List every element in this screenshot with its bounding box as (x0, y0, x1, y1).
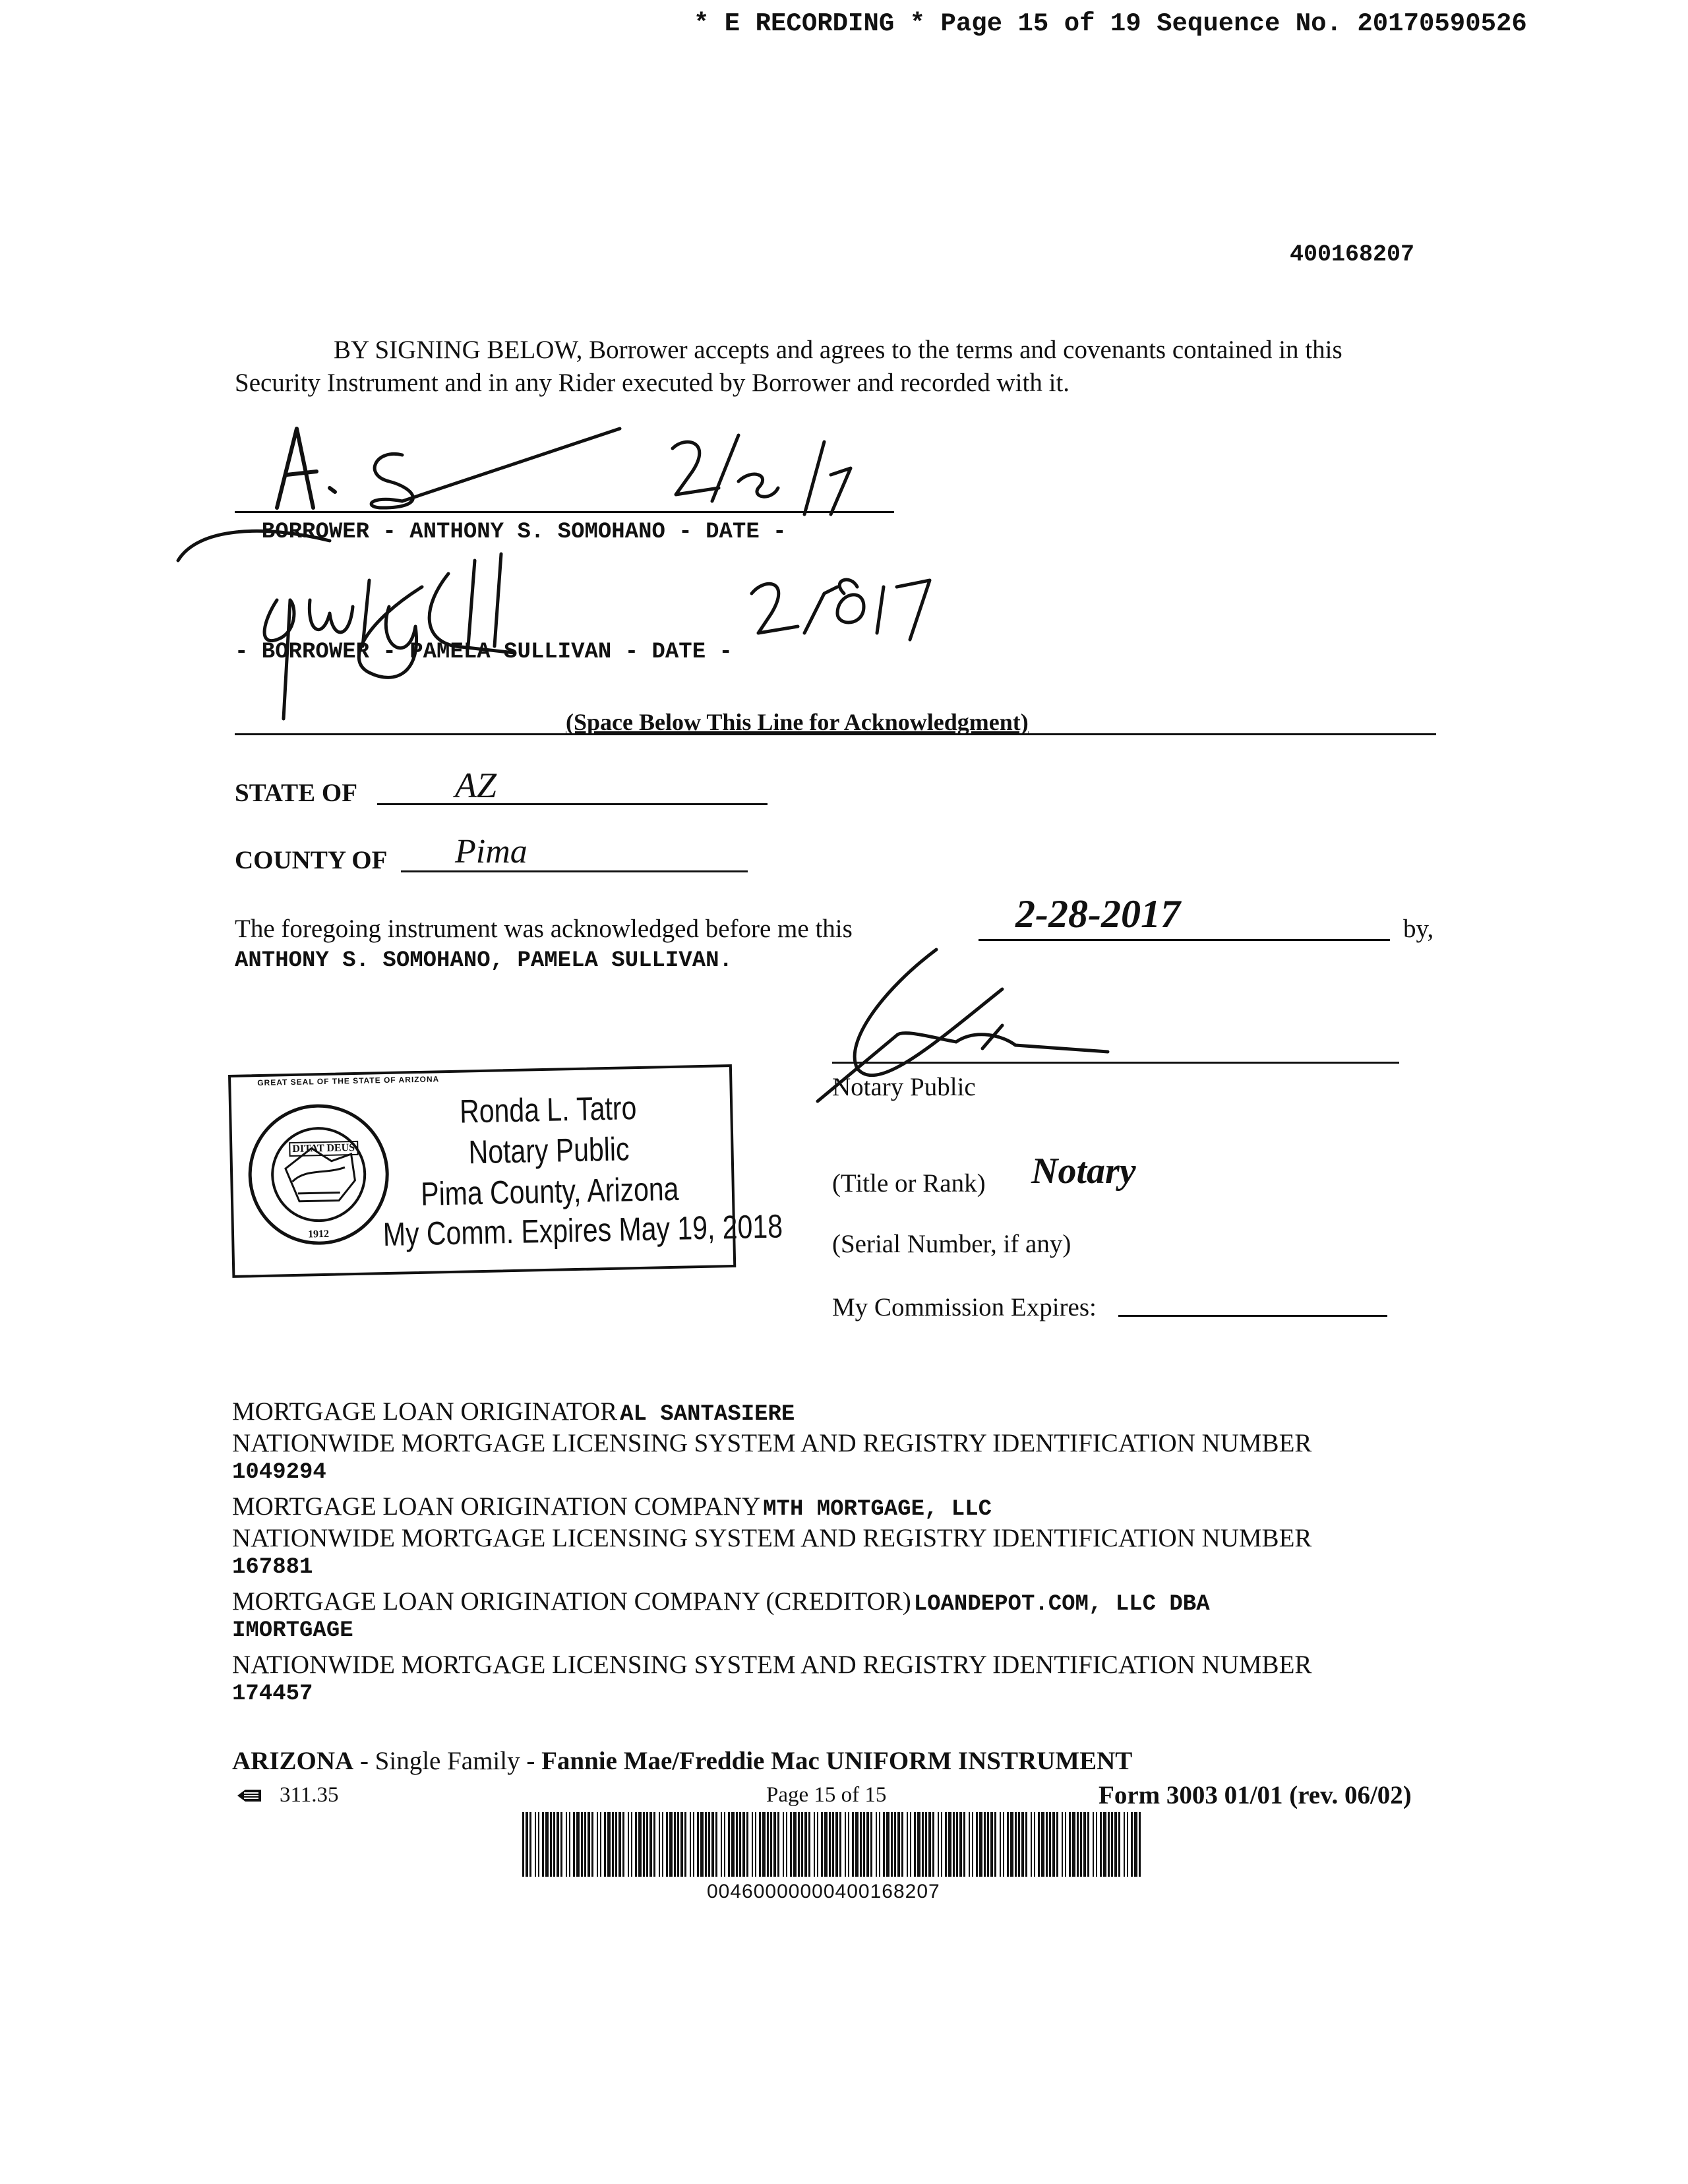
barcode-bar (932, 1812, 934, 1877)
barcode-bar (1010, 1812, 1013, 1877)
commission-expires-line (1118, 1315, 1387, 1317)
barcode-bar (767, 1812, 769, 1877)
barcode-bar (824, 1812, 828, 1877)
barcode-bar (1034, 1812, 1035, 1877)
barcode-bar (742, 1812, 745, 1877)
county-label: COUNTY OF (235, 846, 388, 874)
barcode-bar (879, 1812, 880, 1877)
barcode-bar (839, 1812, 841, 1877)
barcode-bar (901, 1812, 903, 1877)
barcode-bar (1069, 1812, 1071, 1877)
footer-form: Form 3003 01/01 (rev. 06/02) (1099, 1781, 1412, 1809)
barcode-bar (576, 1812, 580, 1877)
barcode-bar (646, 1812, 648, 1877)
barcode-bar (736, 1812, 738, 1877)
barcode-bar (1031, 1812, 1032, 1877)
footer-code: 311.35 (280, 1783, 339, 1807)
county-value: Pima (455, 833, 528, 870)
barcode-bar (1093, 1812, 1094, 1877)
barcode-bar (607, 1812, 611, 1877)
borrower2-label: - BORROWER - PAMELA SULLIVAN - DATE - (235, 640, 733, 665)
form-logo-icon (236, 1787, 262, 1804)
seal-motto: DITAT DEUS (289, 1141, 358, 1157)
barcode-bar (801, 1812, 803, 1877)
barcode-bar (584, 1812, 586, 1877)
originator-block (232, 1397, 1439, 1713)
barcode-bar (863, 1812, 865, 1877)
barcode-bar (870, 1812, 872, 1877)
barcode-bar (759, 1812, 761, 1877)
barcode-bar (597, 1812, 598, 1877)
by-text: by, (1403, 915, 1434, 943)
barcode-bar (662, 1812, 663, 1877)
foregoing-text: The foregoing instrument was acknowledged before me this (235, 915, 853, 943)
space-below-line: (Space Below This Line for Acknowledgment) (566, 709, 1029, 735)
intro-line-1: BY SIGNING BELOW, Borrower accepts and agrees to the terms and covenants contained in this (334, 336, 1342, 364)
barcode-bar (690, 1812, 691, 1877)
mlo-row (232, 1397, 1439, 1428)
mlo-name: AL SANTASIERE (620, 1402, 795, 1427)
barcode-bar (1124, 1812, 1125, 1877)
mlo-label: MORTGAGE LOAN ORIGINATOR (232, 1397, 618, 1426)
barcode-bar (535, 1812, 536, 1877)
barcode-bar (848, 1812, 849, 1877)
seal-year: 1912 (307, 1228, 330, 1240)
barcode-bar (897, 1812, 900, 1877)
barcode-bar (1080, 1812, 1082, 1877)
barcode-bar (1003, 1812, 1004, 1877)
barcode-bar (886, 1812, 889, 1877)
barcode-bar (1038, 1812, 1040, 1877)
footer-state: ARIZONA (232, 1747, 354, 1775)
barcode-bar (1007, 1812, 1009, 1877)
barcode-bar (1062, 1812, 1063, 1877)
barcode-bar (560, 1812, 562, 1877)
barcode-bar (550, 1812, 552, 1877)
barcode-bar (746, 1812, 748, 1877)
barcode-bar (600, 1812, 601, 1877)
stamp-name: Ronda L. Tatro (459, 1089, 637, 1130)
nmls-label-2: NATIONWIDE MORTGAGE LICENSING SYSTEM AND REGISTRY IDENTIFICATION NUMBER (232, 1524, 1312, 1552)
barcode-bar (829, 1812, 831, 1877)
barcode-bar (1046, 1812, 1048, 1877)
barcode-bar (1108, 1812, 1110, 1877)
barcode-bar (700, 1812, 704, 1877)
stamp-title: Notary Public (468, 1130, 630, 1171)
barcode-bar (979, 1812, 982, 1877)
barcode-bar (684, 1812, 686, 1877)
footer-uniform-instrument: Fannie Mae/Freddie Mac UNIFORM INSTRUMENT (541, 1747, 1133, 1775)
barcode-bar (708, 1812, 710, 1877)
notary-stamp (228, 1064, 783, 1278)
barcode-bar (835, 1812, 838, 1877)
barcode-bar (907, 1812, 908, 1877)
barcode-bar (910, 1812, 911, 1877)
stamp-county: Pima County, Arizona (420, 1170, 679, 1213)
barcode-bar (990, 1812, 993, 1877)
barcode-bar (945, 1812, 947, 1877)
barcode-bar (1127, 1812, 1128, 1877)
county-line (401, 870, 748, 872)
barcode-bar (917, 1812, 920, 1877)
barcode-bar (770, 1812, 772, 1877)
barcode-bar (604, 1812, 606, 1877)
barcode-bar (588, 1812, 590, 1877)
barcode-bar (972, 1812, 973, 1877)
barcode-bar (994, 1812, 996, 1877)
barcode-bar (925, 1812, 927, 1877)
barcode-bar (628, 1812, 629, 1877)
barcode-bar (674, 1812, 676, 1877)
barcode-bar (1056, 1812, 1058, 1877)
barcode-bar (1025, 1812, 1027, 1877)
barcode-bar (666, 1812, 668, 1877)
barcode-bar (1131, 1812, 1133, 1877)
barcode-bar (1065, 1812, 1066, 1877)
barcode-bar (1118, 1812, 1120, 1877)
barcode-bar (894, 1812, 896, 1877)
barcode-bar (553, 1812, 555, 1877)
barcode-bar (755, 1812, 756, 1877)
barcode-bar (948, 1812, 951, 1877)
barcode-bar (852, 1812, 854, 1877)
barcode-bar (1041, 1812, 1044, 1877)
barcode-bar (622, 1812, 624, 1877)
intro-line-2: Security Instrument and in any Rider executed by Borrower and recorded with it. (235, 369, 1070, 397)
barcode-bar (821, 1812, 823, 1877)
barcode-bar (618, 1812, 621, 1877)
company-label: MORTGAGE LOAN ORIGINATION COMPANY (232, 1492, 761, 1521)
stamp-expires: My Comm. Expires May 19, 2018 (382, 1207, 783, 1254)
barcode-bar (808, 1812, 810, 1877)
barcode-bar (1114, 1812, 1117, 1877)
barcode-bar (969, 1812, 970, 1877)
barcode-bar (938, 1812, 939, 1877)
serial-number-label: (Serial Number, if any) (832, 1230, 1071, 1258)
barcode-bar (542, 1812, 544, 1877)
barcode-bar (1096, 1812, 1097, 1877)
seal-text: GREAT SEAL OF THE STATE OF ARIZONA (257, 1074, 440, 1088)
barcode-bar (545, 1812, 549, 1877)
barcode-bar (783, 1812, 784, 1877)
barcode-bar (1015, 1812, 1017, 1877)
barcode-bar (573, 1812, 575, 1877)
barcode-bar (526, 1812, 528, 1877)
barcode-bar (804, 1812, 807, 1877)
barcode-bar (1087, 1812, 1089, 1877)
barcode-bar (953, 1812, 955, 1877)
barcode-bar (786, 1812, 787, 1877)
barcode-bar (817, 1812, 818, 1877)
barcode-bar (1052, 1812, 1055, 1877)
barcode-bar (697, 1812, 699, 1877)
nmls-number-1: 1049294 (232, 1460, 326, 1485)
barcode-bar (680, 1812, 683, 1877)
commission-expires-label: My Commission Expires: (832, 1293, 1097, 1321)
barcode-bar (649, 1812, 652, 1877)
loan-number: 400168207 (1290, 241, 1415, 268)
barcode-bar (963, 1812, 965, 1877)
arizona-seal-icon (245, 1101, 393, 1249)
company-name: MTH MORTGAGE, LLC (763, 1497, 992, 1522)
nmls-number-3: 174457 (232, 1682, 313, 1707)
title-or-rank-label: (Title or Rank) (832, 1169, 986, 1198)
notary-public-label: Notary Public (832, 1073, 976, 1101)
barcode-bar (891, 1812, 893, 1877)
barcode-bar (731, 1812, 735, 1877)
footer-instrument (232, 1746, 1132, 1776)
notary-signature-line (832, 1062, 1399, 1064)
barcode-bar (876, 1812, 877, 1877)
barcode-bar (1100, 1812, 1102, 1877)
company-row (232, 1492, 1439, 1523)
barcode-bar (984, 1812, 986, 1877)
barcode-bar (659, 1812, 660, 1877)
barcode-bar (922, 1812, 924, 1877)
barcode-bar (711, 1812, 714, 1877)
borrower1-signature (251, 409, 910, 528)
barcode-bar (612, 1812, 614, 1877)
barcode-bar (777, 1812, 779, 1877)
state-line (377, 803, 768, 805)
barcode-bar (724, 1812, 725, 1877)
barcode-bar (1083, 1812, 1086, 1877)
acknowledged-names: ANTHONY S. SOMOHANO, PAMELA SULLIVAN. (235, 948, 733, 973)
nmls-label-3: NATIONWIDE MORTGAGE LICENSING SYSTEM AND REGISTRY IDENTIFICATION NUMBER (232, 1651, 1312, 1679)
barcode-bar (798, 1812, 800, 1877)
barcode-bar (793, 1812, 797, 1877)
borrower1-date (699, 462, 704, 464)
barcode-bar (752, 1812, 753, 1877)
borrower1-label: - BORROWER - ANTHONY S. SOMOHANO - DATE - (235, 520, 787, 545)
barcode-bar (693, 1812, 694, 1877)
barcode-bar (638, 1812, 642, 1877)
barcode-bar (677, 1812, 679, 1877)
barcode-bar (976, 1812, 978, 1877)
footer-page: Page 15 of 15 (766, 1783, 887, 1807)
barcode-bar (941, 1812, 942, 1877)
barcode-bar (790, 1812, 792, 1877)
barcode-bar (814, 1812, 815, 1877)
barcode-bar (715, 1812, 717, 1877)
barcode-bar (860, 1812, 862, 1877)
barcode-bar (581, 1812, 583, 1877)
barcode-bar (928, 1812, 931, 1877)
barcode-bar (1077, 1812, 1079, 1877)
barcode-bar (591, 1812, 593, 1877)
barcode-bar (566, 1812, 567, 1877)
barcode-bar (721, 1812, 722, 1877)
barcode-bar (739, 1812, 741, 1877)
barcode-bar (1072, 1812, 1075, 1877)
barcode-bar (1103, 1812, 1106, 1877)
barcode-bar (845, 1812, 846, 1877)
barcode-bar (914, 1812, 916, 1877)
barcode-bar (1134, 1812, 1137, 1877)
barcode-bar (956, 1812, 958, 1877)
barcode-bar (959, 1812, 962, 1877)
borrower2-signature (171, 514, 963, 732)
title-value: Notary (1031, 1151, 1136, 1192)
barcode-bar (987, 1812, 989, 1877)
barcode-bar (1049, 1812, 1051, 1877)
barcode-bar (866, 1812, 869, 1877)
barcode-bar (631, 1812, 632, 1877)
foregoing-date: 2-28-2017 (1015, 892, 1180, 936)
barcode-bar (529, 1812, 531, 1877)
barcode-bar (1139, 1812, 1141, 1877)
barcode-bar (705, 1812, 707, 1877)
barcode-bar (1000, 1812, 1001, 1877)
barcode-bar (1111, 1812, 1113, 1877)
barcode (522, 1812, 1146, 1877)
barcode-bar (522, 1812, 524, 1877)
nmls-label-1: NATIONWIDE MORTGAGE LICENSING SYSTEM AND REGISTRY IDENTIFICATION NUMBER (232, 1429, 1312, 1457)
recording-header: * E RECORDING * Page 15 of 19 Sequence No. 20170590526 (694, 9, 1527, 38)
footer-single-family: - Single Family - (353, 1747, 542, 1775)
state-value: AZ (455, 766, 497, 805)
barcode-bar (643, 1812, 645, 1877)
barcode-bar (615, 1812, 617, 1877)
barcode-bar (557, 1812, 559, 1877)
barcode-bar (1021, 1812, 1024, 1877)
barcode-bar (762, 1812, 766, 1877)
barcode-number: 00460000000400168207 (707, 1881, 940, 1902)
barcode-bar (669, 1812, 673, 1877)
barcode-bar (538, 1812, 539, 1877)
barcode-bar (883, 1812, 885, 1877)
creditor-name-continued: IMORTGAGE (232, 1618, 353, 1643)
nmls-number-2: 167881 (232, 1555, 313, 1580)
state-label: STATE OF (235, 779, 358, 807)
creditor-label: MORTGAGE LOAN ORIGINATION COMPANY (CREDITOR) (232, 1587, 911, 1616)
barcode-bar (773, 1812, 776, 1877)
barcode-bar (728, 1812, 730, 1877)
barcode-bar (635, 1812, 637, 1877)
barcode-bar (653, 1812, 655, 1877)
barcode-bar (1018, 1812, 1020, 1877)
barcode-bar (855, 1812, 859, 1877)
creditor-name: LOANDEPOT.COM, LLC DBA (913, 1592, 1210, 1617)
barcode-bar (569, 1812, 570, 1877)
barcode-bar (832, 1812, 834, 1877)
creditor-row (232, 1587, 1439, 1618)
